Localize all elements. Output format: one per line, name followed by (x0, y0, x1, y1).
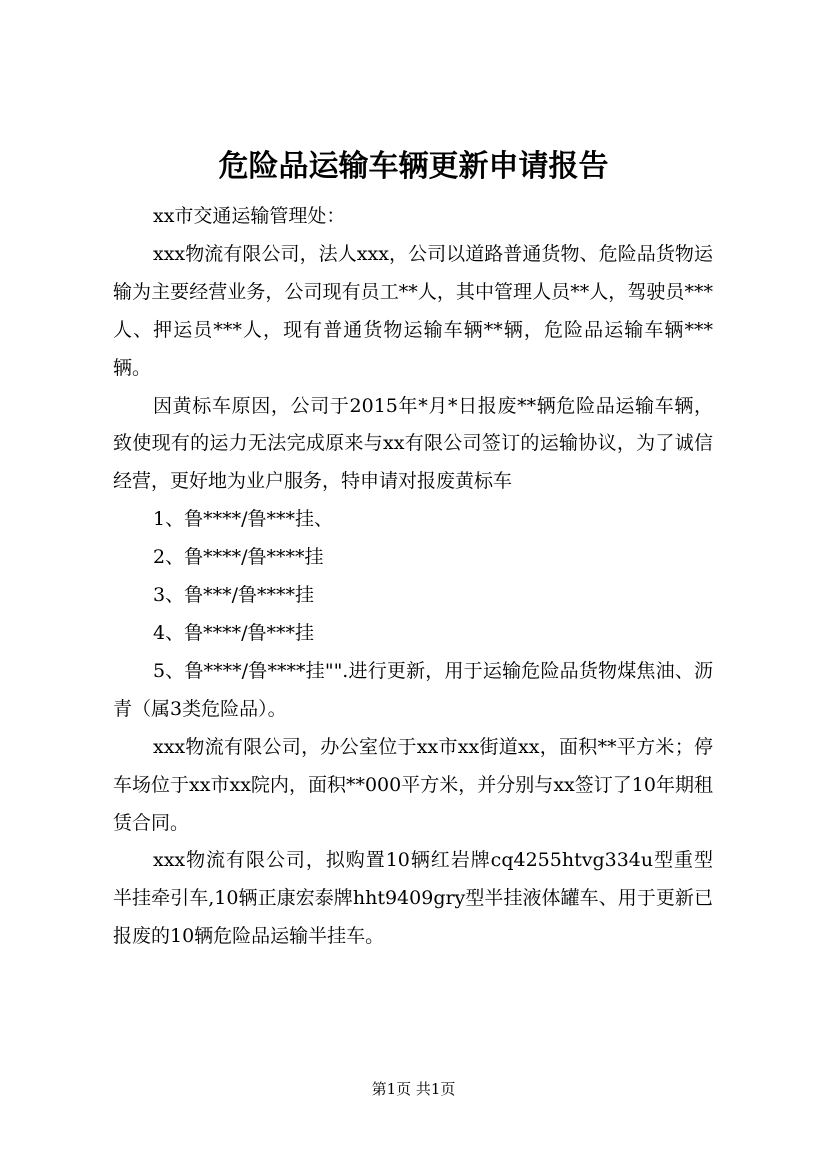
paragraph-company-intro: xxx物流有限公司，法人xxx，公司以道路普通货物、危险品货物运输为主要经营业务，公司现有员工**人，其中管理人员**人，驾驶员***人、押运员***人，现有普通货物运输车辆**辆，危险品运输车辆***辆。 (113, 242, 713, 379)
page-footer: 第1页 共1页 (371, 1080, 456, 1098)
list-item: 2、鲁****/鲁****挂 (153, 546, 324, 569)
salutation: xx市交通运输管理处： (153, 205, 346, 227)
paragraph-office-location: xxx物流有限公司，办公室位于xx市xx街道xx，面积**平方米；停车场位于xx市xx院内，面积**000平方米，并分别与xx签订了10年期租赁合同。 (113, 735, 713, 834)
list-item: 3、鲁***/鲁****挂 (153, 584, 314, 607)
list-item: 4、鲁****/鲁***挂 (153, 621, 314, 644)
document-title: 危险品运输车辆更新申请报告 (218, 149, 609, 184)
list-item: 5、鲁****/鲁****挂"".进行更新，用于运输危险品货物煤焦油、沥青（属3类危险品）。 (113, 659, 713, 720)
document-body (113, 198, 713, 956)
paragraph-scrapping-reason: 因黄标车原因，公司于2015年*月*日报废**辆危险品运输车辆，致使现有的运力无法完成原来与xx有限公司签订的运输协议，为了诚信经营，更好地为业户服务，特申请对报废黄标车 (113, 394, 713, 493)
paragraph-vehicle-purchase: xxx物流有限公司，拟购置10辆红岩牌cq4255htvg334u型重型半挂牵引车,10辆正康宏泰牌hht9409gry型半挂液体罐车、用于更新已报废的10辆危险品运输半挂车。 (113, 849, 713, 948)
list-item: 1、鲁****/鲁***挂、 (153, 508, 333, 531)
